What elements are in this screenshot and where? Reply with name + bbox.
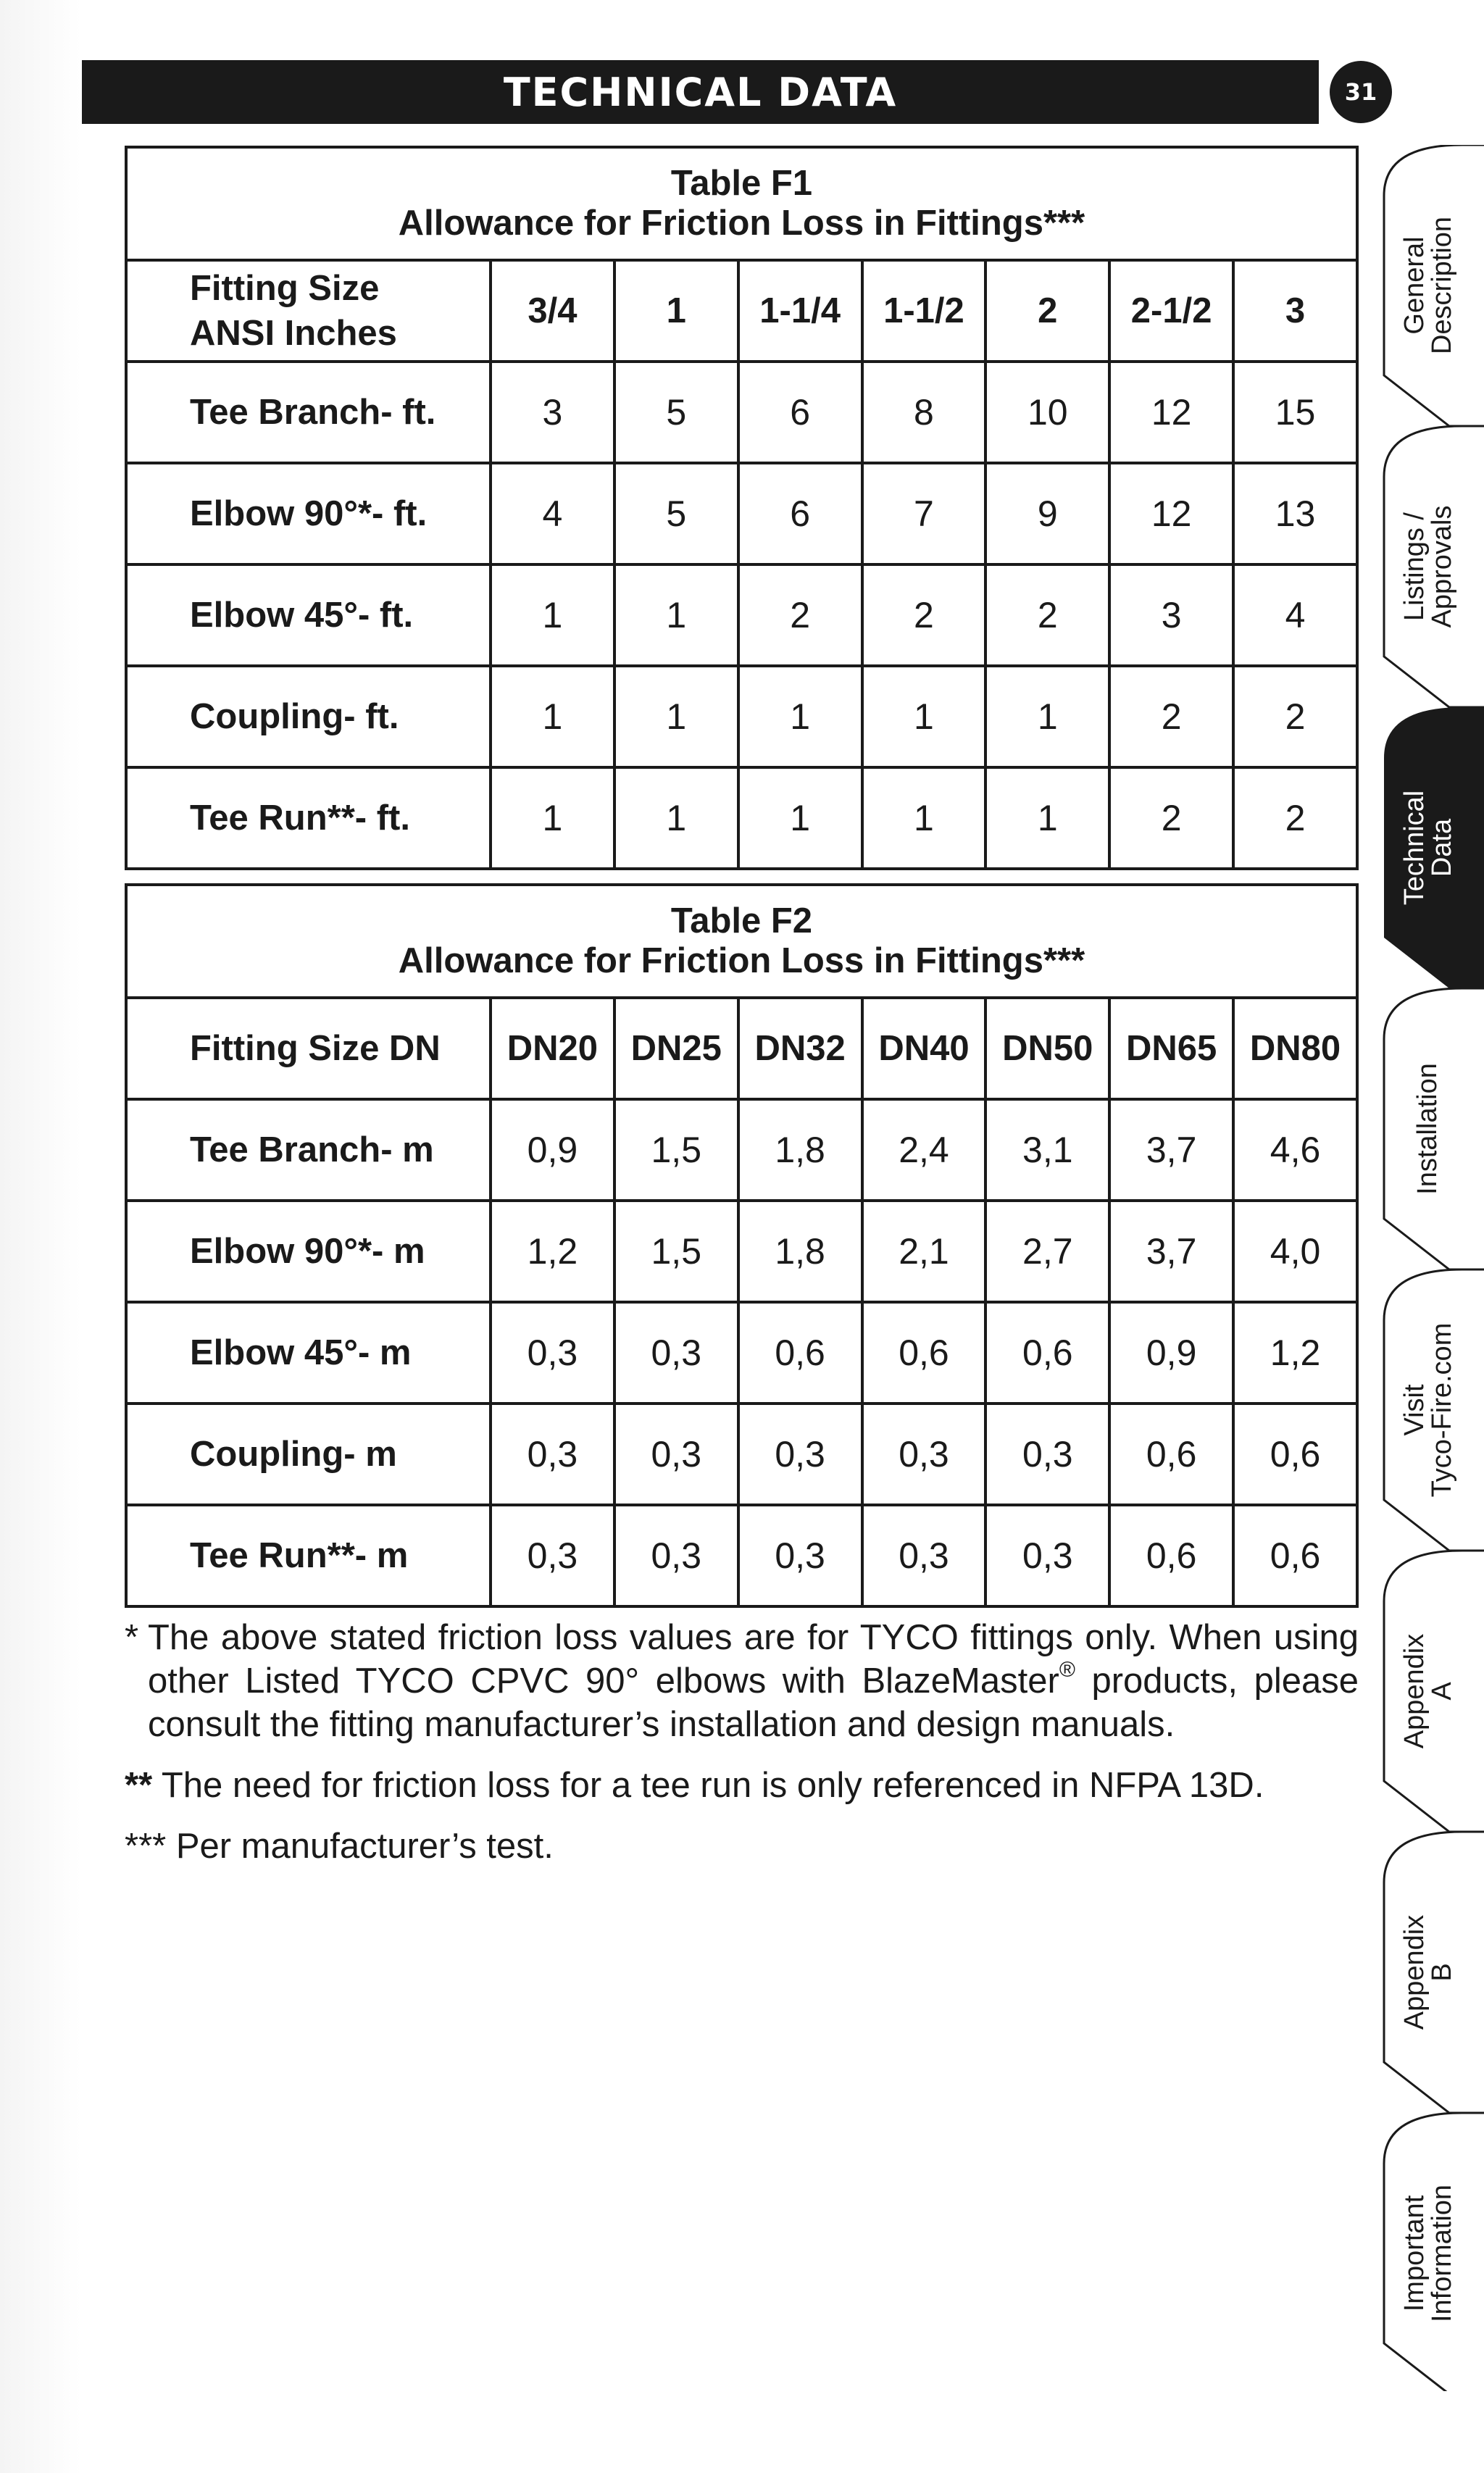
table-cell: 4,6 [1233, 1099, 1357, 1201]
left-margin-shade [0, 0, 81, 2473]
table-cell: 2 [1109, 666, 1233, 767]
table-f2-caption-row [126, 885, 1357, 998]
column-header: 1-1/2 [862, 260, 986, 362]
row-label: Elbow 90°*- m [126, 1201, 491, 1302]
table-row [126, 1404, 1357, 1505]
table-cell: 1 [985, 666, 1109, 767]
column-header: 3/4 [491, 260, 614, 362]
side-tab-installation[interactable] [1384, 988, 1484, 1269]
table-row [126, 767, 1357, 869]
side-tab-label-line2: Information [1427, 2184, 1457, 2323]
table-cell: 2 [1233, 666, 1357, 767]
side-tab-label [1399, 1634, 1457, 1748]
side-tab-label-line2: Tyco-Fire.com [1427, 1322, 1457, 1498]
table-cell: 1,2 [491, 1201, 614, 1302]
side-tab-important-information[interactable] [1384, 2113, 1484, 2391]
side-tab-appendix-a[interactable] [1384, 1551, 1484, 1832]
column-header: 3 [1233, 260, 1357, 362]
table-cell: 2 [738, 564, 862, 666]
column-header: DN25 [614, 998, 738, 1099]
table-cell: 0,9 [1109, 1302, 1233, 1404]
table-cell: 4,0 [1233, 1201, 1357, 1302]
column-header: DN40 [862, 998, 986, 1099]
table-cell: 4 [491, 463, 614, 564]
side-tab-label [1399, 1915, 1457, 2030]
table-f1-title: Table F1 [670, 164, 813, 203]
table-cell: 1,8 [738, 1201, 862, 1302]
table-f1 [125, 146, 1359, 870]
table-cell: 2,7 [985, 1201, 1109, 1302]
side-tab-label-line2: B [1427, 1963, 1457, 1982]
table-cell: 1,2 [1233, 1302, 1357, 1404]
table-f2-caption [126, 885, 1357, 998]
side-tab-label-line1: Visit [1399, 1384, 1430, 1436]
table-cell: 0,3 [491, 1505, 614, 1606]
row-label: Tee Branch- m [126, 1099, 491, 1201]
table-cell: 1,8 [738, 1099, 862, 1201]
table-cell: 2,1 [862, 1201, 986, 1302]
table-cell: 3 [1109, 564, 1233, 666]
table-cell: 1 [614, 564, 738, 666]
footnote-1-mark: * [125, 1618, 139, 1657]
side-tab-label [1399, 506, 1457, 628]
side-tab-appendix-b[interactable] [1384, 1832, 1484, 2113]
page-number: 31 [1344, 78, 1377, 106]
table-f1-header-label [126, 260, 491, 362]
table-cell: 12 [1109, 463, 1233, 564]
table-f1-header-row [126, 260, 1357, 362]
table-row [126, 463, 1357, 564]
footnote-1-text-start: The above stated friction loss values are for TYCO fittings only. When using other Listed TYCO CPVC 90° elbows with BlazeMaster [148, 1618, 1359, 1701]
side-tab-strip [1377, 145, 1484, 2391]
footnote-2-text: The need for friction loss for a tee run is only referenced in NFPA 13D. [152, 1766, 1264, 1805]
table-cell: 2 [862, 564, 986, 666]
table-cell: 1 [614, 767, 738, 869]
table-cell: 0,3 [491, 1302, 614, 1404]
table-cell: 4 [1233, 564, 1357, 666]
registered-mark: ® [1059, 1658, 1075, 1682]
table-cell: 2 [985, 564, 1109, 666]
table-cell: 0,6 [1109, 1505, 1233, 1606]
side-tab-label-line1: Listings / [1399, 512, 1430, 621]
side-tab-label [1399, 217, 1457, 354]
table-cell: 0,6 [862, 1302, 986, 1404]
page-number-badge [1330, 61, 1392, 123]
table-cell: 6 [738, 463, 862, 564]
table-cell: 8 [862, 362, 986, 463]
table-cell: 1 [738, 767, 862, 869]
footnote-2 [125, 1764, 1359, 1807]
table-cell: 2 [1233, 767, 1357, 869]
footnote-1 [125, 1616, 1359, 1746]
column-header: DN32 [738, 998, 862, 1099]
footnote-3: *** Per manufacturer’s test. [125, 1827, 554, 1866]
table-f1-subtitle: Allowance for Friction Loss in Fittings*** [398, 204, 1085, 243]
table-cell: 1 [491, 767, 614, 869]
table-cell: 1 [614, 666, 738, 767]
table-cell: 10 [985, 362, 1109, 463]
table-f2-header-row [126, 998, 1357, 1099]
table-row [126, 1302, 1357, 1404]
table-row [126, 564, 1357, 666]
table-cell: 7 [862, 463, 986, 564]
table-row [126, 1201, 1357, 1302]
side-tab-label-line1: Appendix [1399, 1633, 1430, 1749]
table-cell: 0,6 [985, 1302, 1109, 1404]
header-label-line1: Fitting Size [190, 269, 380, 308]
table-cell: 15 [1233, 362, 1357, 463]
side-tab-label-line1: Appendix [1399, 1914, 1430, 2030]
table-cell: 5 [614, 463, 738, 564]
table-f2-subtitle: Allowance for Friction Loss in Fittings*** [398, 941, 1085, 980]
table-cell: 0,3 [985, 1505, 1109, 1606]
side-tab-label-line1: General [1399, 236, 1430, 335]
row-label: Elbow 45°- ft. [126, 564, 491, 666]
side-tab-label [1412, 1063, 1443, 1195]
side-tab-label [1399, 2185, 1457, 2322]
table-row [126, 362, 1357, 463]
table-cell: 2,4 [862, 1099, 986, 1201]
table-cell: 0,6 [1233, 1404, 1357, 1505]
row-label: Elbow 90°*- ft. [126, 463, 491, 564]
table-cell: 1 [491, 666, 614, 767]
header-label-line2: ANSI Inches [190, 314, 397, 353]
table-cell: 0,6 [738, 1302, 862, 1404]
table-f2-header-label: Fitting Size DN [126, 998, 491, 1099]
column-header: DN65 [1109, 998, 1233, 1099]
side-tab-label-line2: A [1427, 1682, 1457, 1701]
table-cell: 1 [985, 767, 1109, 869]
side-tab-label [1399, 1323, 1457, 1498]
table-cell: 1 [862, 767, 986, 869]
table-cell: 1 [738, 666, 862, 767]
column-header: DN20 [491, 998, 614, 1099]
table-cell: 3,7 [1109, 1099, 1233, 1201]
side-tab-label-line2: Description [1427, 216, 1457, 355]
column-header: DN50 [985, 998, 1109, 1099]
footnotes [125, 1616, 1359, 1885]
table-cell: 0,3 [862, 1505, 986, 1606]
side-tab-label-line1: Installation [1412, 1063, 1443, 1195]
table-cell: 0,6 [1109, 1404, 1233, 1505]
section-header-bar [82, 60, 1319, 124]
table-row [126, 666, 1357, 767]
side-tab-label-line2: Approvals [1427, 505, 1457, 628]
table-f2-title: Table F2 [670, 901, 813, 941]
table-cell: 0,3 [862, 1404, 986, 1505]
table-cell: 2 [1109, 767, 1233, 869]
side-tab-listings-approvals[interactable] [1384, 426, 1484, 707]
table-f1-caption-row [126, 147, 1357, 260]
table-cell: 0,3 [491, 1404, 614, 1505]
footnote-1-text [148, 1616, 1359, 1746]
section-title: TECHNICAL DATA [503, 69, 898, 115]
table-cell: 6 [738, 362, 862, 463]
column-header: 1 [614, 260, 738, 362]
row-label: Elbow 45°- m [126, 1302, 491, 1404]
row-label: Coupling- m [126, 1404, 491, 1505]
table-cell: 0,3 [614, 1505, 738, 1606]
table-cell: 3,1 [985, 1099, 1109, 1201]
side-tab-general-description[interactable] [1384, 145, 1484, 426]
table-row [126, 1099, 1357, 1201]
side-tab-visit-tyco-fire[interactable] [1384, 1269, 1484, 1551]
side-tab-label-line2: Data [1427, 818, 1457, 877]
row-label: Tee Run**- m [126, 1505, 491, 1606]
table-cell: 0,6 [1233, 1505, 1357, 1606]
side-tab-technical-data[interactable] [1384, 707, 1484, 988]
table-cell: 13 [1233, 463, 1357, 564]
table-cell: 5 [614, 362, 738, 463]
row-label: Coupling- ft. [126, 666, 491, 767]
table-cell: 0,3 [985, 1404, 1109, 1505]
table-cell: 0,9 [491, 1099, 614, 1201]
table-cell: 0,3 [738, 1404, 862, 1505]
table-cell: 3 [491, 362, 614, 463]
row-label: Tee Run**- ft. [126, 767, 491, 869]
table-cell: 3,7 [1109, 1201, 1233, 1302]
table-cell: 0,3 [614, 1404, 738, 1505]
table-cell: 0,3 [738, 1505, 862, 1606]
side-tab-label-line1: Important [1399, 2195, 1430, 2312]
column-header: 2 [985, 260, 1109, 362]
table-cell: 9 [985, 463, 1109, 564]
footnote-1-text-end: products, please consult the fitting manufacturer’s installation and design manuals. [148, 1661, 1359, 1744]
table-cell: 1 [491, 564, 614, 666]
column-header: 2-1/2 [1109, 260, 1233, 362]
table-row [126, 1505, 1357, 1606]
table-f2 [125, 883, 1359, 1608]
side-tab-label-line1: Technical [1399, 790, 1430, 906]
footnote-2-mark: ** [125, 1766, 153, 1805]
column-header: DN80 [1233, 998, 1357, 1099]
table-cell: 1,5 [614, 1201, 738, 1302]
column-header: 1-1/4 [738, 260, 862, 362]
table-cell: 12 [1109, 362, 1233, 463]
table-cell: 1,5 [614, 1099, 738, 1201]
table-cell: 0,3 [614, 1302, 738, 1404]
row-label: Tee Branch- ft. [126, 362, 491, 463]
table-cell: 1 [862, 666, 986, 767]
table-f1-caption [126, 147, 1357, 260]
